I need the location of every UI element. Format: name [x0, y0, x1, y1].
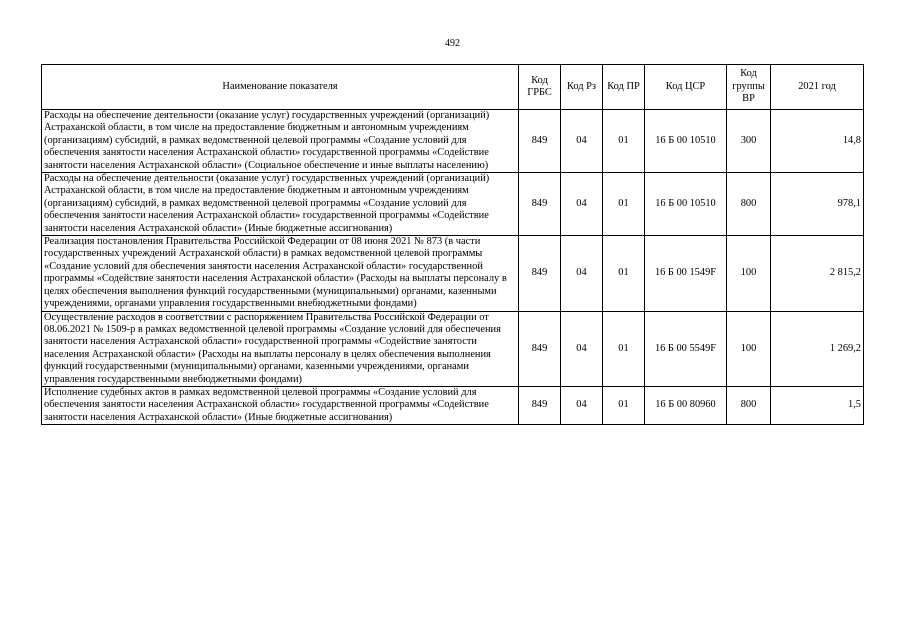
table-row [42, 386, 864, 424]
header-vr: Код группы ВР [727, 65, 771, 110]
row-name: Осуществление расходов в соответствии с распоряжением Правительства Российской Федерации от 08.06.2021 № 1509-р в рамках ведомственной целевой программы «Создание условий для обеспечения занятости населения Астраханской области» государственной программы «Содействие занятости населения Астраханской области» (Расходы на выплаты персоналу в целях обеспечения выполнения функций государственными (муниципальными) органами, казенными учреждениями, органами управления государственными внебюджетными фондами) [42, 311, 519, 386]
table-header-row [42, 65, 864, 110]
row-grbs: 849 [519, 386, 561, 424]
page-number: 492 [445, 38, 460, 49]
budget-table [41, 64, 864, 425]
row-sum: 1 269,2 [771, 311, 864, 386]
row-rz: 04 [561, 173, 603, 236]
header-grbs: Код ГРБС [519, 65, 561, 110]
row-sum: 978,1 [771, 173, 864, 236]
row-csr: 16 Б 00 5549F [645, 311, 727, 386]
row-pr: 01 [603, 236, 645, 311]
row-grbs: 849 [519, 173, 561, 236]
row-sum: 2 815,2 [771, 236, 864, 311]
header-sum: 2021 год [771, 65, 864, 110]
table-row [42, 110, 864, 173]
row-vr: 800 [727, 173, 771, 236]
row-vr: 100 [727, 236, 771, 311]
row-pr: 01 [603, 311, 645, 386]
row-sum: 14,8 [771, 110, 864, 173]
table-row [42, 236, 864, 311]
row-name: Реализация постановления Правительства Российской Федерации от 08 июня 2021 № 873 (в части государственных учреждений Астраханской области) в рамках ведомственной целевой программы «Создание условий для обеспечения занятости населения Астраханской области» государственной программы «Содействие занятости населения Астраханской области» (Расходы на выплаты персоналу в целях обеспечения выполнения функций государственными (муниципальными) органами, казенными учреждениями, органами управления государственными внебюджетными фондами) [42, 236, 519, 311]
header-pr: Код ПР [603, 65, 645, 110]
row-name: Расходы на обеспечение деятельности (оказание услуг) государственных учреждений (организаций) Астраханской области, в том числе на предоставление бюджетным и автономным учреждениям (организациям) субсидий, в рамках ведомственной целевой программы «Создание условий для обеспечения занятости населения Астраханской области» государственной программы «Содействие занятости населения Астраханской области» (Иные бюджетные ассигнования) [42, 173, 519, 236]
row-rz: 04 [561, 386, 603, 424]
header-rz: Код Рз [561, 65, 603, 110]
row-pr: 01 [603, 110, 645, 173]
row-pr: 01 [603, 173, 645, 236]
header-csr: Код ЦСР [645, 65, 727, 110]
row-csr: 16 Б 00 10510 [645, 173, 727, 236]
row-rz: 04 [561, 311, 603, 386]
row-csr: 16 Б 00 80960 [645, 386, 727, 424]
row-csr: 16 Б 00 1549F [645, 236, 727, 311]
row-csr: 16 Б 00 10510 [645, 110, 727, 173]
row-grbs: 849 [519, 110, 561, 173]
row-name: Исполнение судебных актов в рамках ведомственной целевой программы «Создание условий для обеспечения занятости населения Астраханской области» государственной программы «Содействие занятости населения Астраханской области» (Иные бюджетные ассигнования) [42, 386, 519, 424]
row-vr: 800 [727, 386, 771, 424]
row-vr: 100 [727, 311, 771, 386]
table-row [42, 173, 864, 236]
header-name: Наименование показателя [42, 65, 519, 110]
row-name: Расходы на обеспечение деятельности (оказание услуг) государственных учреждений (организаций) Астраханской области, в том числе на предоставление бюджетным и автономным учреждениям (организациям) субсидий, в рамках ведомственной целевой программы «Создание условий для обеспечения занятости населения Астраханской области» государственной программы «Содействие занятости населения Астраханской области» (Социальное обеспечение и иные выплаты населению) [42, 110, 519, 173]
row-vr: 300 [727, 110, 771, 173]
row-sum: 1,5 [771, 386, 864, 424]
row-grbs: 849 [519, 311, 561, 386]
row-grbs: 849 [519, 236, 561, 311]
row-rz: 04 [561, 236, 603, 311]
row-pr: 01 [603, 386, 645, 424]
table-row [42, 311, 864, 386]
row-rz: 04 [561, 110, 603, 173]
